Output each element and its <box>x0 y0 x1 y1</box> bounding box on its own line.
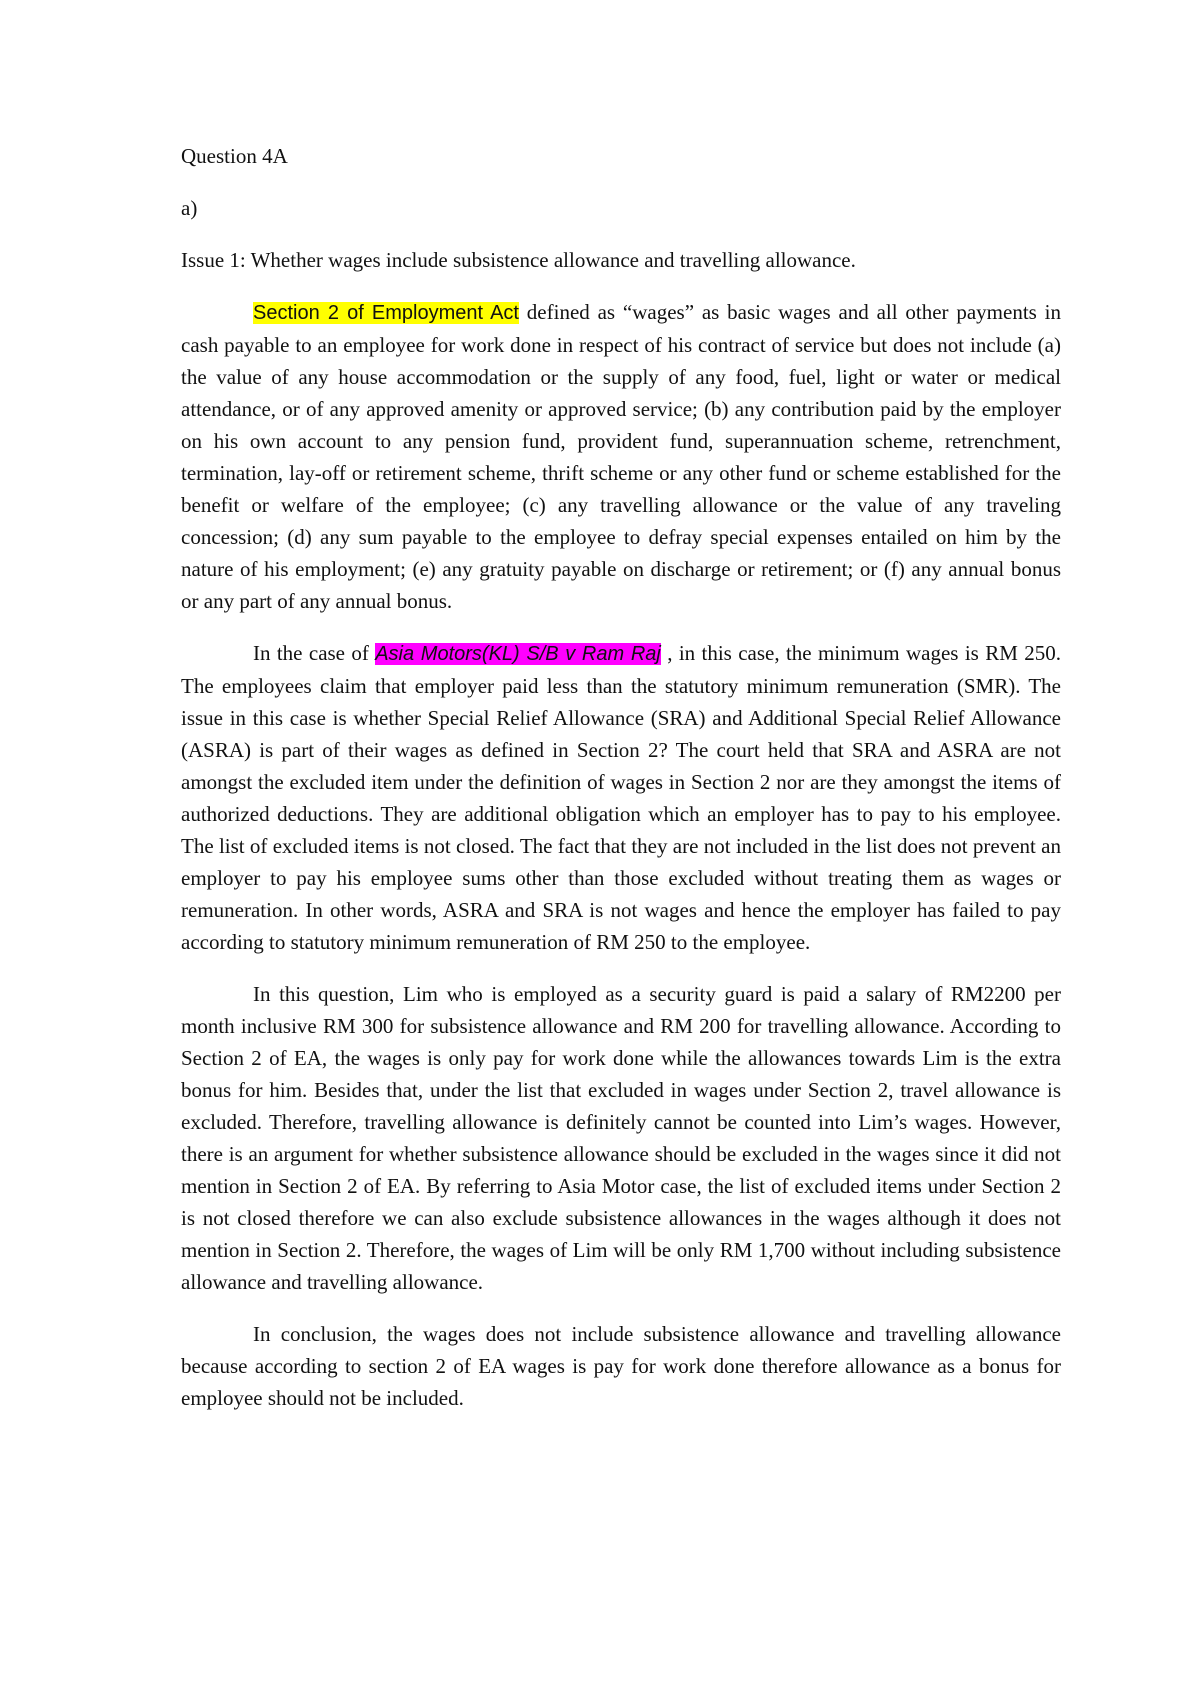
subpart-label: a) <box>181 196 198 220</box>
highlight-case-name: Asia Motors(KL) S/B v Ram Raj <box>375 643 661 665</box>
paragraph-case <box>181 637 1061 958</box>
paragraph-application: In this question, Lim who is employed as a security guard is paid a salary of RM2200 per month inclusive RM 300 for subsistence allowance and RM 200 for travelling allowance. According to Section 2 of EA, the wages is only pay for work done while the allowances towards Lim is the extra bonus for him. Besides that, under the list that excluded in wages under Section 2, travel allowance is excluded. Therefore, travelling allowance is definitely cannot be counted into Lim’s wages. However, there is an argument for whether subsistence allowance should be excluded in the wages since it did not mention in Section 2 of EA. By referring to Asia Motor case, the list of excluded items under Section 2 is not closed therefore we can also exclude subsistence allowances in the wages although it does not mention in Section 2. Therefore, the wages of Lim will be only RM 1,700 without including subsistence allowance and travelling allowance. <box>181 982 1061 1294</box>
paragraph-case-prefix: In the case of <box>253 641 376 665</box>
paragraph-statute <box>181 296 1061 617</box>
paragraph-conclusion: In conclusion, the wages does not include subsistence allowance and travelling allowance because according to section 2 of EA wages is pay for work done therefore allowance as a bonus for employee should not be included. <box>181 1322 1061 1410</box>
highlight-statute-reference: Section 2 of Employment Act <box>253 302 519 324</box>
paragraph-case-text: , in this case, the minimum wages is RM 250. The employees claim that employer paid less than the statutory minimum remuneration (SMR). The issue in this case is whether Special Relief Allowance (SRA) and Additional Special Relief Allowance (ASRA) is part of their wages as defined in Section 2? The court held that SRA and ASRA are not amongst the excluded item under the definition of wages in Section 2 nor are they amongst the items of authorized deductions. They are additional obligation which an employer has to pay to his employee. The list of excluded items is not closed. The fact that they are not included in the list does not prevent an employer to pay his employee sums other than those excluded without treating them as wages or remuneration. In other words, ASRA and SRA is not wages and hence the employer has failed to pay according to statutory minimum remuneration of RM 250 to the employee. <box>181 641 1061 954</box>
question-heading: Question 4A <box>181 144 288 168</box>
paragraph-statute-text: defined as “wages” as basic wages and all other payments in cash payable to an employee for work done in respect of his contract of service but does not include (a) the value of any house accommodation or the supply of any food, fuel, light or water or medical attendance, or of any approved amenity or approved service; (b) any contribution paid by the employer on his own account to any pension fund, provident fund, superannuation scheme, retrenchment, termination, lay-off or retirement scheme, thrift scheme or any other fund or scheme established for the benefit or welfare of the employee; (c) any travelling allowance or the value of any traveling concession; (d) any sum payable to the employee to defray special expenses entailed on him by the nature of his employment; (e) any gratuity payable on discharge or retirement; or (f) any annual bonus or any part of any annual bonus. <box>181 300 1062 613</box>
document-page <box>181 140 1061 1434</box>
issue-statement: Issue 1: Whether wages include subsistence allowance and travelling allowance. <box>181 248 856 272</box>
